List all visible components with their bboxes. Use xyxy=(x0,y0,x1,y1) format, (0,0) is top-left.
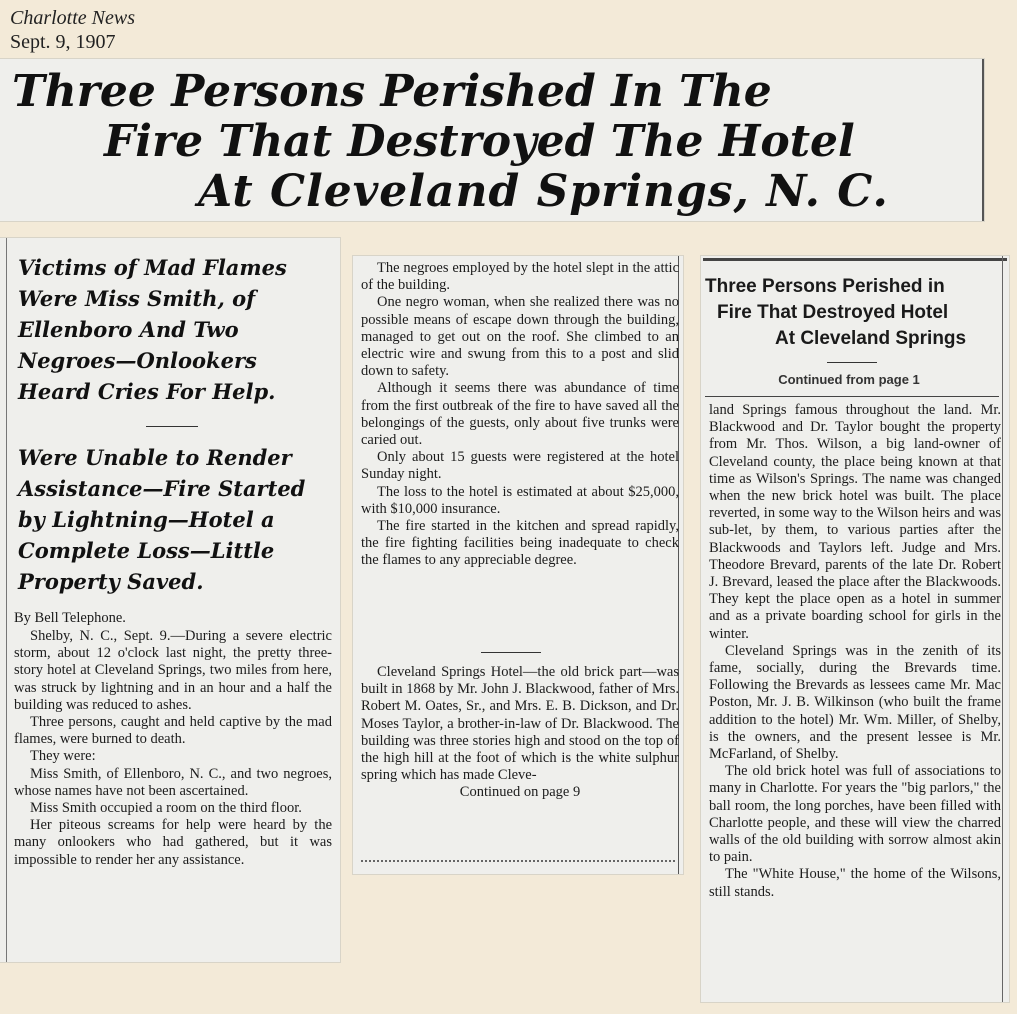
hotel-history-text xyxy=(361,664,679,802)
paragraph: The old brick hotel was full of associations to many in Charlotte. For years the "big parlors," the ball room, the long porches, have been filled with Charlotte people, and these will view the charred walls of the old building with sorrow almost akin to pain. xyxy=(709,763,1001,866)
paragraph: The fire started in the kitchen and spread rapidly, the fire fighting facilities being inadequate to check the flames to any appreciable degree. xyxy=(361,518,679,569)
paragraph: Although it seems there was abundance of time from the first outbreak of the fire to have saved all the belongings of the guests, only about five trunks were caried out. xyxy=(361,380,679,449)
section-rule xyxy=(705,396,999,397)
paragraph: The "White House," the home of the Wilsons, still stands. xyxy=(709,866,1001,900)
subheadline-2: Were Unable to Render Assistance—Fire Started by Lightning—Hotel a Complete Loss—Little Property Saved. xyxy=(18,445,306,594)
paragraph: Miss Smith, of Ellenboro, N. C., and two negroes, whose names have not been ascertained. xyxy=(14,765,332,799)
headline-line-2: Fire That Destroyed The Hotel xyxy=(104,116,855,167)
subheadline-1: Victims of Mad Flames Were Miss Smith, of Ellenboro And Two Negroes—Onlookers Heard Cries For Help. xyxy=(18,255,287,404)
jump-headline xyxy=(705,274,1001,352)
paragraph: One negro woman, when she realized there was no possible means of escape down through the building, managed to get out on the roof. She climbed to an electric wire and swung from this to a post and slid down to safety. xyxy=(361,294,679,380)
newspaper-name: Charlotte News xyxy=(10,7,136,29)
paragraph: Cleveland Springs Hotel—the old brick part—was built in 1868 by Mr. John J. Blackwood, father of Mrs. Robert M. Oates, Sr., and Mrs. E. B. Dickson, and Dr. Moses Taylor, a brother-in-law of Dr. Blackwood. The building was three stories high and stood on the top of the high hill at the foot of which is the white sulphur spring which has made Cleve- xyxy=(361,664,679,784)
top-rule xyxy=(703,258,1007,261)
jump-headline-line-2: Fire That Destroyed Hotel xyxy=(717,302,949,323)
publication-date: Sept. 9, 1907 xyxy=(10,31,116,53)
column-1-text xyxy=(14,628,332,869)
section-rule xyxy=(146,426,198,427)
column-2-text xyxy=(361,260,679,570)
paragraph: land Springs famous throughout the land. Mr. Blackwood and Dr. Taylor bought the property from Mr. Thos. Wilson, a big land-owner of Cleveland county, the place being known at that time as Wilson's Springs. The name was changed when the new brick hotel was built. The place reverted, in some way to the Wilson heirs and was sub-let, by them, to various parties after the Blackwoods and Taylors left. Judge and Mrs. Theodore Brevard, parents of the late Dr. Robert J. Brevard, leased the place after the Blackwoods. They kept the place open as a hotel in summer and as a private boarding school for girls in the winter. xyxy=(709,402,1001,642)
column-divider xyxy=(6,238,7,962)
paragraph: The loss to the hotel is estimated at about $25,000, with $10,000 insurance. xyxy=(361,483,679,517)
paragraph: Three persons, caught and held captive by the mad flames, were burned to death. xyxy=(14,714,332,748)
paragraph: Miss Smith occupied a room on the third floor. xyxy=(30,800,302,817)
paragraph: Only about 15 guests were registered at the hotel Sunday night. xyxy=(361,449,679,483)
article-column-2 xyxy=(353,256,683,874)
bottom-rule xyxy=(361,860,675,862)
paragraph: They were: xyxy=(30,748,96,765)
paragraph: Shelby, N. C., Sept. 9.—During a severe electric storm, about 12 o'clock last night, the pretty three-story hotel at Cleveland Springs, two miles from here, was struck by lightning and in an hour and a half the building was reduced to ashes. xyxy=(14,628,332,713)
section-rule xyxy=(481,652,541,653)
headline-line-1: Three Persons Perished In The xyxy=(12,66,772,117)
paragraph: The negroes employed by the hotel slept in the attic of the building. xyxy=(361,260,679,294)
column-divider xyxy=(1002,256,1003,1002)
section-rule xyxy=(827,362,877,363)
paragraph: Cleveland Springs was in the zenith of its fame, socially, during the Brevards time. Following the Brevards as lessees came Mr. Mac Poston, Mr. J. B. Wilkinson (who built the frame addition to the hotel) Mr. Wm. Miller, of Shelby, is the owners, and the present lessee is Mr. McFarland, of Shelby. xyxy=(709,642,1001,763)
jump-headline-line-3: At Cleveland Springs xyxy=(775,328,967,349)
continued-from-note: Continued from page 1 xyxy=(778,372,920,387)
article-column-3 xyxy=(701,256,1009,1002)
headline-line-3: At Cleveland Springs, N. C. xyxy=(198,166,889,217)
paragraph: Her piteous screams for help were heard by the many onlookers who had gathered, but it was impossible to render her any assistance. xyxy=(14,817,332,868)
article-column-1 xyxy=(0,238,340,962)
continued-on-note: Continued on page 9 xyxy=(459,784,581,801)
column-3-text xyxy=(709,402,1001,901)
headline-clipping xyxy=(0,59,984,221)
byline: By Bell Telephone. xyxy=(14,610,126,626)
jump-headline-line-1: Three Persons Perished in xyxy=(705,276,945,297)
headline xyxy=(8,67,974,217)
source-caption xyxy=(10,6,135,54)
